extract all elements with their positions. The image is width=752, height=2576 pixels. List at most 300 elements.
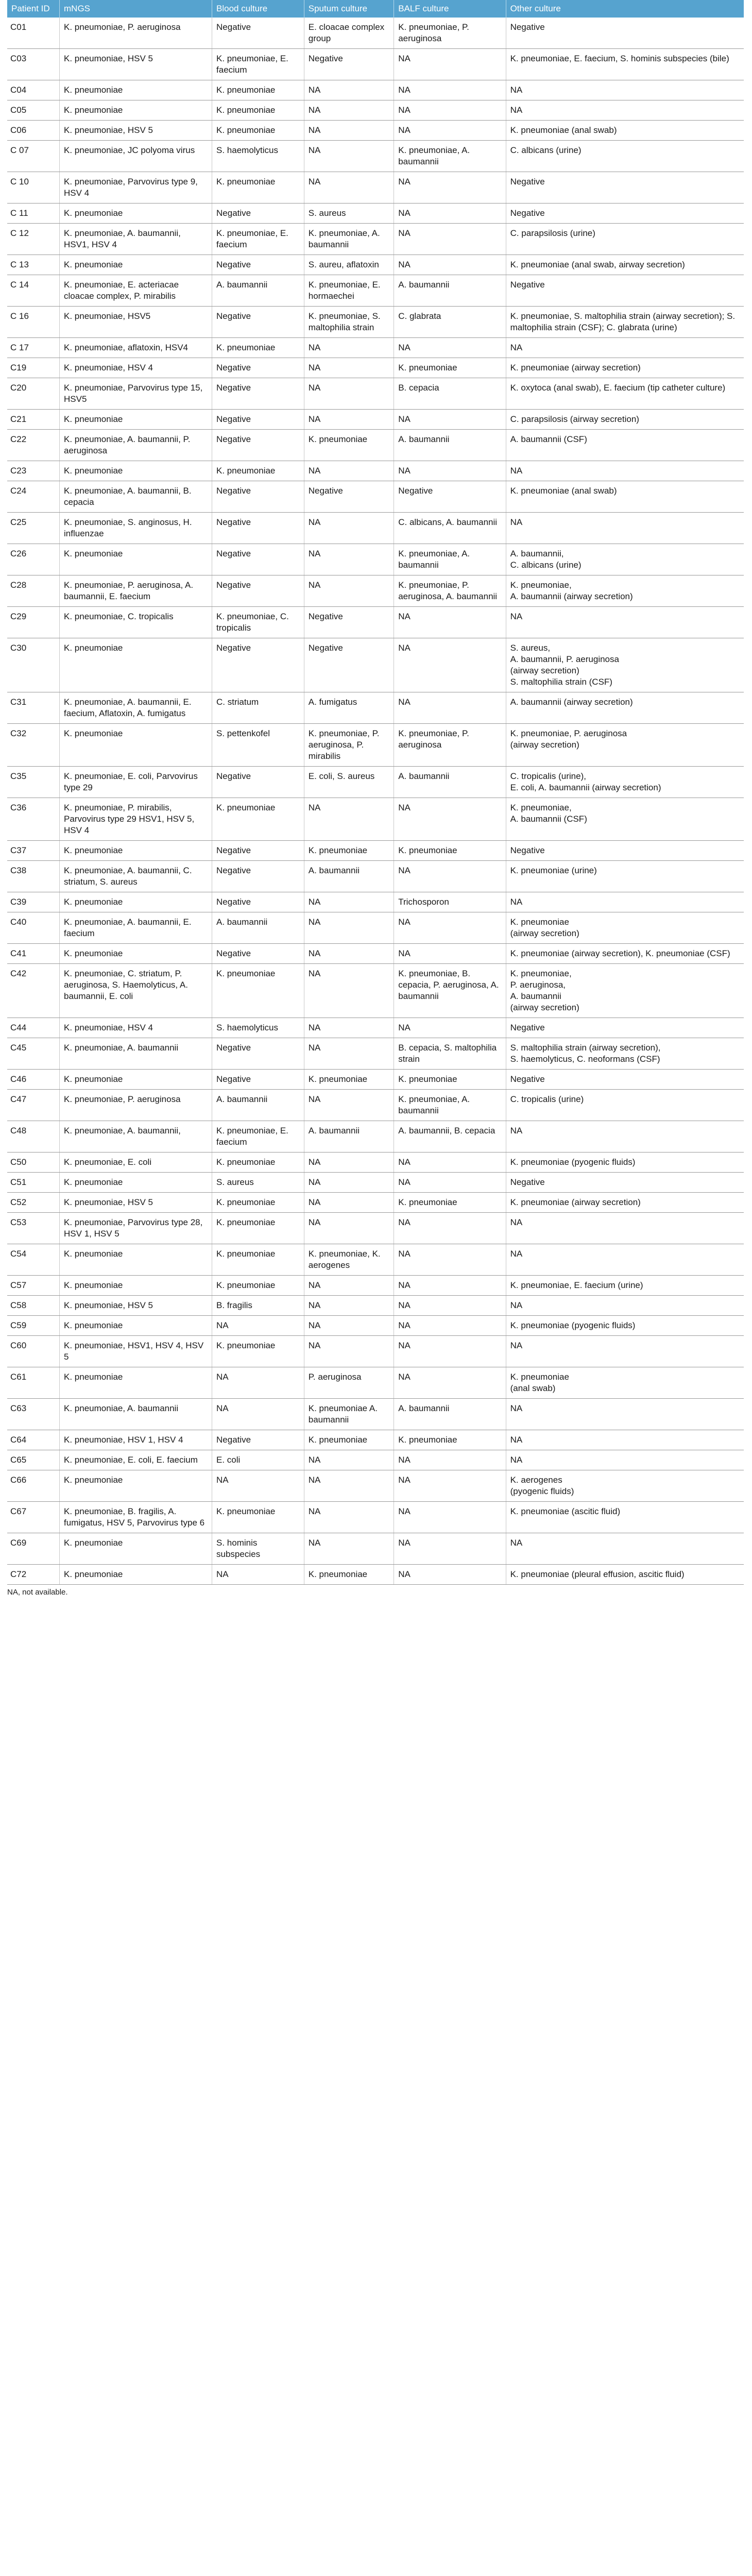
cell-patient-id: C 07 — [7, 141, 60, 172]
cell-balf-culture — [394, 1450, 506, 1470]
cell-other-culture — [506, 912, 744, 944]
cell-blood-culture-line: NA — [216, 1320, 229, 1330]
cell-blood-culture-line: A. baumannii — [216, 280, 268, 290]
cell-blood-culture — [212, 1336, 304, 1367]
cell-blood-culture — [212, 172, 304, 204]
cell-blood-culture-line: K. pneumoniae, E. faecium — [216, 54, 288, 75]
cell-balf-culture — [394, 338, 506, 358]
cell-other-culture-line: A. baumannii (airway secretion) — [510, 591, 633, 601]
cell-blood-culture — [212, 358, 304, 378]
cell-mngs — [60, 481, 212, 513]
cell-patient-id: C23 — [7, 461, 60, 481]
cell-other-culture-line: K. pneumoniae (airway secretion), K. pneumoniae (CSF) — [510, 948, 730, 958]
cell-other-culture-line: K. pneumoniae, — [510, 969, 572, 978]
cell-other-culture-line: (airway secretion) — [510, 1003, 579, 1012]
cell-blood-culture-line: K. pneumoniae — [216, 85, 276, 95]
cell-blood-culture — [212, 861, 304, 892]
cell-blood-culture-line: E. coli — [216, 1455, 241, 1465]
cell-balf-culture-line: Negative — [398, 486, 433, 496]
cell-mngs — [60, 1533, 212, 1565]
cell-balf-culture — [394, 798, 506, 841]
table-row — [7, 358, 744, 378]
cell-mngs-line: K. pneumoniae — [64, 549, 123, 558]
cell-other-culture-line: S. maltophilia strain (airway secretion), — [510, 1043, 661, 1053]
cell-mngs-line: K. pneumoniae, HSV 4 — [64, 1023, 153, 1032]
table-row — [7, 1470, 744, 1502]
cell-blood-culture — [212, 461, 304, 481]
cell-other-culture-line: K. pneumoniae (airway secretion) — [510, 363, 641, 372]
cell-mngs-line: K. pneumoniae, E. coli — [64, 1157, 152, 1167]
cell-patient-id: C 11 — [7, 204, 60, 224]
cell-patient-id: C20 — [7, 378, 60, 410]
cell-blood-culture-line: K. pneumoniae — [216, 1249, 276, 1259]
cell-mngs-line: K. pneumoniae, A. baumannii, E. faecium — [64, 917, 192, 938]
cell-balf-culture — [394, 378, 506, 410]
cell-mngs-line: K. pneumoniae, C. striatum, P. aeruginosa, S. Haemolyticus, A. baumannii, E. coli — [64, 969, 188, 1001]
table-row — [7, 1533, 744, 1565]
cell-mngs — [60, 841, 212, 861]
cell-sputum-culture — [304, 1502, 394, 1533]
cell-blood-culture-line: A. baumannii — [216, 917, 268, 927]
cell-mngs-line: K. pneumoniae, P. mirabilis, Parvovirus type 29 HSV1, HSV 5, HSV 4 — [64, 803, 195, 835]
cell-sputum-culture — [304, 461, 394, 481]
cell-blood-culture-line: S. aureus — [216, 1177, 254, 1187]
table-row — [7, 1038, 744, 1070]
cell-blood-culture — [212, 224, 304, 255]
cell-blood-culture — [212, 1173, 304, 1193]
table-row — [7, 141, 744, 172]
cell-other-culture-line: A. baumannii (CSF) — [510, 434, 587, 444]
cell-blood-culture — [212, 1070, 304, 1090]
cell-other-culture-line: K. oxytoca (anal swab), E. faecium (tip catheter culture) — [510, 383, 726, 393]
table-row — [7, 513, 744, 544]
cell-sputum-culture-line: NA — [308, 414, 321, 424]
cell-balf-culture — [394, 575, 506, 607]
cell-balf-culture-line: NA — [398, 1475, 411, 1485]
cell-blood-culture-line: K. pneumoniae — [216, 1341, 276, 1350]
cell-balf-culture — [394, 18, 506, 49]
cell-other-culture — [506, 121, 744, 141]
cell-other-culture-line: NA — [510, 612, 523, 621]
cell-balf-culture-line: NA — [398, 643, 411, 653]
cell-balf-culture — [394, 1193, 506, 1213]
cell-blood-culture-line: S. pettenkofel — [216, 728, 270, 738]
cell-mngs — [60, 80, 212, 100]
cell-mngs — [60, 1173, 212, 1193]
cell-mngs — [60, 1121, 212, 1153]
cell-other-culture — [506, 378, 744, 410]
table-row — [7, 724, 744, 767]
cell-balf-culture-line: NA — [398, 1569, 411, 1579]
cell-other-culture — [506, 141, 744, 172]
cell-patient-id: C32 — [7, 724, 60, 767]
cell-mngs — [60, 1430, 212, 1450]
cell-sputum-culture — [304, 607, 394, 638]
cell-other-culture-line: A. baumannii, P. aeruginosa — [510, 654, 619, 664]
table-row — [7, 121, 744, 141]
cell-other-culture-line: C. tropicalis (urine), — [510, 771, 586, 781]
cell-other-culture-line: NA — [510, 1341, 523, 1350]
cell-patient-id: C53 — [7, 1213, 60, 1244]
cell-other-culture-line: K. pneumoniae (airway secretion) — [510, 1197, 641, 1207]
header-row — [7, 0, 744, 18]
cell-sputum-culture-line: NA — [308, 917, 321, 927]
cell-blood-culture-line: Negative — [216, 311, 251, 321]
cell-blood-culture — [212, 338, 304, 358]
cell-other-culture-line: (airway secretion) — [510, 740, 579, 750]
cell-other-culture-line: K. pneumoniae — [510, 1372, 569, 1382]
cell-mngs-line: K. pneumoniae, HSV 4 — [64, 363, 153, 372]
cell-blood-culture — [212, 1450, 304, 1470]
cell-other-culture — [506, 692, 744, 724]
cell-blood-culture — [212, 49, 304, 80]
cell-other-culture — [506, 841, 744, 861]
cell-other-culture-line: Negative — [510, 1074, 545, 1084]
cell-other-culture-line: K. pneumoniae (pyogenic fluids) — [510, 1157, 636, 1167]
cell-other-culture — [506, 1038, 744, 1070]
cell-balf-culture-line: B. cepacia, S. maltophilia strain — [398, 1043, 497, 1064]
cell-blood-culture — [212, 378, 304, 410]
cell-mngs — [60, 798, 212, 841]
cell-mngs-line: K. pneumoniae — [64, 414, 123, 424]
table-row — [7, 49, 744, 80]
cell-blood-culture — [212, 1213, 304, 1244]
cell-sputum-culture — [304, 121, 394, 141]
cell-other-culture-line: NA — [510, 1455, 523, 1465]
cell-other-culture — [506, 1316, 744, 1336]
cell-mngs-line: K. pneumoniae — [64, 1569, 123, 1579]
cell-mngs-line: K. pneumoniae — [64, 466, 123, 476]
cell-sputum-culture-line: NA — [308, 1043, 321, 1053]
cell-mngs-line: K. pneumoniae, A. baumannii, E. faecium, Aflatoxin, A. fumigatus — [64, 697, 192, 718]
cell-other-culture-line: P. aeruginosa, — [510, 980, 566, 990]
cell-balf-culture — [394, 513, 506, 544]
cell-balf-culture — [394, 1121, 506, 1153]
cell-mngs-line: K. pneumoniae — [64, 85, 123, 95]
cell-other-culture-line: Negative — [510, 22, 545, 32]
cell-patient-id: C48 — [7, 1121, 60, 1153]
cell-mngs-line: K. pneumoniae — [64, 728, 123, 738]
cell-other-culture — [506, 1070, 744, 1090]
cell-other-culture — [506, 172, 744, 204]
cell-balf-culture-line: NA — [398, 1023, 411, 1032]
cell-other-culture-line: Negative — [510, 1023, 545, 1032]
cell-sputum-culture-line: NA — [308, 125, 321, 135]
cell-patient-id: C 13 — [7, 255, 60, 275]
cell-mngs-line: K. pneumoniae — [64, 845, 123, 855]
cell-blood-culture — [212, 275, 304, 307]
cell-sputum-culture — [304, 481, 394, 513]
cell-other-culture — [506, 1399, 744, 1430]
cell-balf-culture-line: K. pneumoniae — [398, 1197, 457, 1207]
cell-blood-culture-line: NA — [216, 1569, 229, 1579]
cell-balf-culture-line: K. pneumoniae — [398, 845, 457, 855]
table-row — [7, 100, 744, 121]
cell-sputum-culture — [304, 724, 394, 767]
cell-sputum-culture — [304, 1450, 394, 1470]
table-row — [7, 255, 744, 275]
cell-patient-id: C26 — [7, 544, 60, 575]
table-row — [7, 275, 744, 307]
cell-patient-id: C39 — [7, 892, 60, 912]
cell-mngs — [60, 275, 212, 307]
cell-mngs — [60, 358, 212, 378]
cell-other-culture-line: K. pneumoniae (anal swab) — [510, 125, 617, 135]
cell-sputum-culture-line: NA — [308, 969, 321, 978]
cell-balf-culture — [394, 1316, 506, 1336]
cell-blood-culture — [212, 1244, 304, 1276]
cell-other-culture — [506, 1336, 744, 1367]
cell-balf-culture — [394, 944, 506, 964]
cell-sputum-culture — [304, 1153, 394, 1173]
header-balf-culture: BALF culture — [394, 0, 506, 18]
cell-patient-id: C 10 — [7, 172, 60, 204]
cell-balf-culture-line: K. pneumoniae, A. baumannii — [398, 549, 470, 570]
cell-mngs-line: K. pneumoniae, Parvovirus type 15, HSV5 — [64, 383, 203, 404]
cell-patient-id: C46 — [7, 1070, 60, 1090]
cell-blood-culture-line: Negative — [216, 260, 251, 269]
cell-balf-culture — [394, 100, 506, 121]
cell-mngs — [60, 861, 212, 892]
cell-other-culture-line: K. pneumoniae, E. faecium (urine) — [510, 1280, 643, 1290]
table-row — [7, 861, 744, 892]
cell-other-culture — [506, 1367, 744, 1399]
cell-sputum-culture — [304, 172, 394, 204]
cell-balf-culture — [394, 1296, 506, 1316]
cell-mngs-line: K. pneumoniae, HSV1, HSV 4, HSV 5 — [64, 1341, 204, 1362]
cell-mngs — [60, 141, 212, 172]
cell-balf-culture-line: K. pneumoniae — [398, 1074, 457, 1084]
cell-balf-culture — [394, 638, 506, 692]
cell-blood-culture — [212, 1121, 304, 1153]
cell-balf-culture-line: K. pneumoniae, B. cepacia, P. aeruginosa, A. baumannii — [398, 969, 499, 1001]
cell-blood-culture-line: K. pneumoniae — [216, 1197, 276, 1207]
cell-mngs — [60, 513, 212, 544]
cell-other-culture-line: C. albicans (urine) — [510, 145, 582, 155]
cell-patient-id: C69 — [7, 1533, 60, 1565]
cell-patient-id: C21 — [7, 410, 60, 430]
cell-other-culture — [506, 1296, 744, 1316]
cell-balf-culture — [394, 1533, 506, 1565]
cell-other-culture-line: NA — [510, 1538, 523, 1548]
cell-sputum-culture-line: NA — [308, 1157, 321, 1167]
cell-mngs-line: K. pneumoniae, A. baumannii — [64, 1403, 179, 1413]
cell-mngs-line: K. pneumoniae — [64, 1475, 123, 1485]
cell-mngs-line: K. pneumoniae, P. aeruginosa, A. baumannii, E. faecium — [64, 580, 194, 601]
cell-blood-culture-line: K. pneumoniae — [216, 105, 276, 115]
cell-blood-culture — [212, 1367, 304, 1399]
cell-other-culture-line: K. pneumoniae, E. faecium, S. hominis subspecies (bile) — [510, 54, 729, 63]
cell-patient-id: C31 — [7, 692, 60, 724]
cell-sputum-culture — [304, 307, 394, 338]
cell-balf-culture-line: A. baumannii — [398, 771, 450, 781]
header-mngs: mNGS — [60, 0, 212, 18]
cell-other-culture — [506, 1276, 744, 1296]
cell-balf-culture-line: NA — [398, 1177, 411, 1187]
cell-balf-culture — [394, 430, 506, 461]
header-patient-id: Patient ID — [7, 0, 60, 18]
cell-patient-id: C65 — [7, 1450, 60, 1470]
cell-other-culture-line: C. albicans (urine) — [510, 560, 582, 570]
cell-other-culture — [506, 1565, 744, 1585]
cell-patient-id: C47 — [7, 1090, 60, 1121]
cell-patient-id: C51 — [7, 1173, 60, 1193]
cell-mngs — [60, 121, 212, 141]
cell-balf-culture-line: C. glabrata — [398, 311, 441, 321]
cell-sputum-culture — [304, 1018, 394, 1038]
cell-sputum-culture — [304, 841, 394, 861]
cell-sputum-culture — [304, 1090, 394, 1121]
cell-patient-id: C 12 — [7, 224, 60, 255]
cell-balf-culture — [394, 255, 506, 275]
cell-balf-culture — [394, 724, 506, 767]
cell-other-culture — [506, 461, 744, 481]
cell-blood-culture — [212, 481, 304, 513]
cell-balf-culture-line: K. pneumoniae — [398, 1435, 457, 1445]
cell-blood-culture-line: Negative — [216, 549, 251, 558]
cell-other-culture — [506, 1430, 744, 1450]
cell-balf-culture-line: NA — [398, 1455, 411, 1465]
cell-sputum-culture — [304, 692, 394, 724]
cell-other-culture — [506, 798, 744, 841]
cell-blood-culture-line: Negative — [216, 383, 251, 393]
cell-blood-culture — [212, 944, 304, 964]
cell-blood-culture-line: Negative — [216, 897, 251, 907]
table-row — [7, 1316, 744, 1336]
cell-blood-culture — [212, 255, 304, 275]
table-row — [7, 204, 744, 224]
cell-sputum-culture — [304, 1470, 394, 1502]
table-row — [7, 1565, 744, 1585]
cell-mngs-line: K. pneumoniae, A. baumannii — [64, 1043, 179, 1053]
cell-balf-culture-line: A. baumannii — [398, 1403, 450, 1413]
cell-sputum-culture-line: NA — [308, 948, 321, 958]
cell-blood-culture-line: Negative — [216, 208, 251, 218]
cell-sputum-culture-line: Negative — [308, 643, 343, 653]
cell-patient-id: C58 — [7, 1296, 60, 1316]
cell-sputum-culture-line: NA — [308, 1455, 321, 1465]
cell-mngs-line: K. pneumoniae, HSV 5 — [64, 125, 153, 135]
cell-blood-culture — [212, 1018, 304, 1038]
cell-other-culture — [506, 481, 744, 513]
cell-other-culture — [506, 944, 744, 964]
header-blood-culture: Blood culture — [212, 0, 304, 18]
cell-other-culture — [506, 767, 744, 798]
table-row — [7, 1213, 744, 1244]
table-row — [7, 1070, 744, 1090]
cell-patient-id: C36 — [7, 798, 60, 841]
cell-other-culture-line: A. baumannii (CSF) — [510, 814, 587, 824]
cell-balf-culture — [394, 912, 506, 944]
table-row — [7, 544, 744, 575]
cell-sputum-culture — [304, 100, 394, 121]
cell-mngs-line: K. pneumoniae — [64, 1074, 123, 1084]
cell-other-culture-line: C. parapsilosis (urine) — [510, 228, 595, 238]
cell-balf-culture-line: NA — [398, 1538, 411, 1548]
cell-sputum-culture — [304, 513, 394, 544]
cell-sputum-culture-line: E. coli, S. aureus — [308, 771, 375, 781]
cell-balf-culture — [394, 80, 506, 100]
cell-mngs-line: K. pneumoniae, C. tropicalis — [64, 612, 174, 621]
cell-sputum-culture — [304, 410, 394, 430]
cell-patient-id: C66 — [7, 1470, 60, 1502]
cell-mngs — [60, 18, 212, 49]
cell-patient-id: C67 — [7, 1502, 60, 1533]
table-header — [7, 0, 744, 18]
table-row — [7, 1173, 744, 1193]
cell-balf-culture-line: K. pneumoniae, A. baumannii — [398, 1094, 470, 1115]
cell-mngs — [60, 638, 212, 692]
cell-patient-id: C37 — [7, 841, 60, 861]
table-row — [7, 1153, 744, 1173]
cell-blood-culture — [212, 912, 304, 944]
cell-patient-id: C 14 — [7, 275, 60, 307]
cell-blood-culture — [212, 798, 304, 841]
cell-other-culture-line: Negative — [510, 208, 545, 218]
cell-other-culture-line: K. pneumoniae (urine) — [510, 866, 597, 875]
cell-other-culture — [506, 49, 744, 80]
cell-other-culture — [506, 1213, 744, 1244]
cell-blood-culture — [212, 1316, 304, 1336]
cell-balf-culture — [394, 275, 506, 307]
cell-patient-id: C30 — [7, 638, 60, 692]
cell-other-culture — [506, 861, 744, 892]
cell-other-culture-line: Negative — [510, 845, 545, 855]
cell-patient-id: C28 — [7, 575, 60, 607]
cell-balf-culture-line: NA — [398, 1341, 411, 1350]
cell-other-culture — [506, 1153, 744, 1173]
cell-mngs — [60, 1070, 212, 1090]
cell-blood-culture — [212, 724, 304, 767]
cell-patient-id: C06 — [7, 121, 60, 141]
cell-other-culture — [506, 18, 744, 49]
cell-other-culture-line: S. haemolyticus, C. neoformans (CSF) — [510, 1054, 660, 1064]
header-other-culture: Other culture — [506, 0, 744, 18]
cell-mngs — [60, 1153, 212, 1173]
cell-other-culture — [506, 513, 744, 544]
table-body — [7, 18, 744, 1585]
table-row — [7, 1367, 744, 1399]
cell-other-culture-line: A. baumannii, — [510, 549, 564, 558]
cell-balf-culture-line: NA — [398, 1506, 411, 1516]
table-row — [7, 1450, 744, 1470]
cell-mngs — [60, 1316, 212, 1336]
cell-other-culture-line: K. pneumoniae (anal swab) — [510, 486, 617, 496]
cell-other-culture-line: E. coli, A. baumannii (airway secretion) — [510, 783, 661, 792]
cell-other-culture-line: K. pneumoniae (pleural effusion, ascitic fluid) — [510, 1569, 685, 1579]
cell-patient-id: C57 — [7, 1276, 60, 1296]
table-row — [7, 1121, 744, 1153]
cell-patient-id: C54 — [7, 1244, 60, 1276]
cell-balf-culture-line: C. albicans, A. baumannii — [398, 517, 498, 527]
cell-balf-culture-line: NA — [398, 1320, 411, 1330]
cell-mngs — [60, 544, 212, 575]
cell-balf-culture — [394, 1090, 506, 1121]
cell-mngs-line: K. pneumoniae — [64, 105, 123, 115]
table-row — [7, 1193, 744, 1213]
cell-blood-culture-line: Negative — [216, 1435, 251, 1445]
cell-sputum-culture — [304, 1533, 394, 1565]
cell-balf-culture — [394, 1070, 506, 1090]
cell-blood-culture-line: Negative — [216, 434, 251, 444]
cell-sputum-culture-line: A. baumannii — [308, 866, 360, 875]
cell-balf-culture-line: B. cepacia — [398, 383, 439, 393]
cell-blood-culture-line: K. pneumoniae — [216, 177, 276, 187]
cell-other-culture-line: (airway secretion) — [510, 666, 579, 675]
cell-mngs-line: K. pneumoniae, E. coli, E. faecium — [64, 1455, 198, 1465]
cell-balf-culture-line: NA — [398, 948, 411, 958]
cell-blood-culture — [212, 430, 304, 461]
